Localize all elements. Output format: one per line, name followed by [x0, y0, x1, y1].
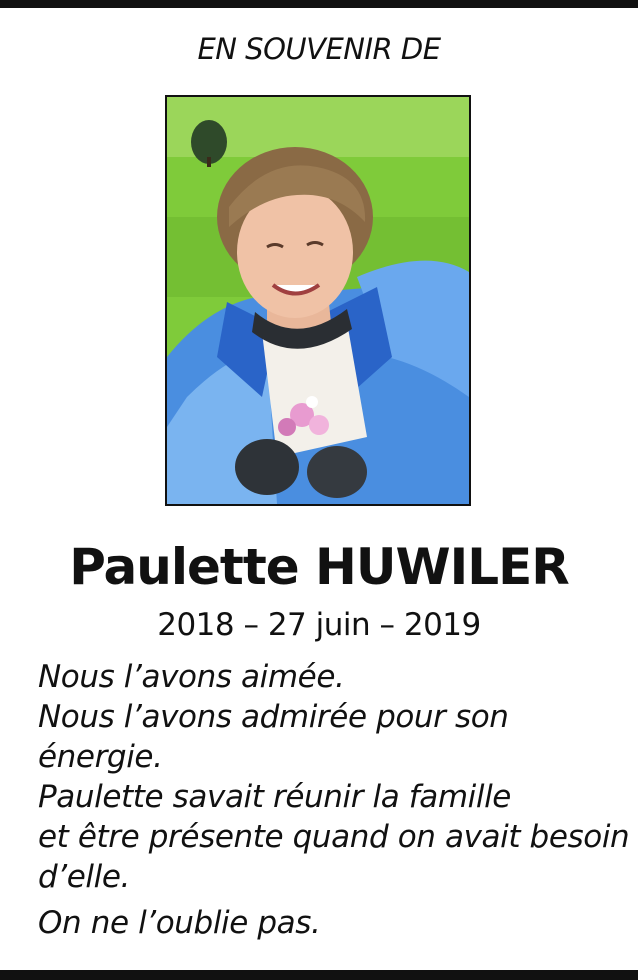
- portrait-photo: [165, 95, 471, 506]
- notice-heading: EN SOUVENIR DE: [197, 32, 441, 66]
- portrait-illustration: [167, 97, 469, 504]
- tribute-line: et être présente quand on avait besoin: [38, 819, 630, 855]
- closing-line: On ne l’oublie pas.: [38, 905, 321, 941]
- tribute-line: Nous l’avons aimée.: [38, 659, 345, 695]
- tribute-line: énergie.: [38, 739, 163, 775]
- bottom-rule: [0, 970, 638, 980]
- top-rule: [0, 0, 638, 8]
- tribute-text: [38, 657, 628, 897]
- memorial-dates: 2018 – 27 juin – 2019: [157, 607, 481, 643]
- tribute-line: Nous l’avons admirée pour son: [38, 699, 509, 735]
- tribute-line: Paulette savait réunir la famille: [38, 779, 511, 815]
- tribute-line: d’elle.: [38, 859, 130, 895]
- deceased-name: Paulette HUWILER: [69, 538, 569, 596]
